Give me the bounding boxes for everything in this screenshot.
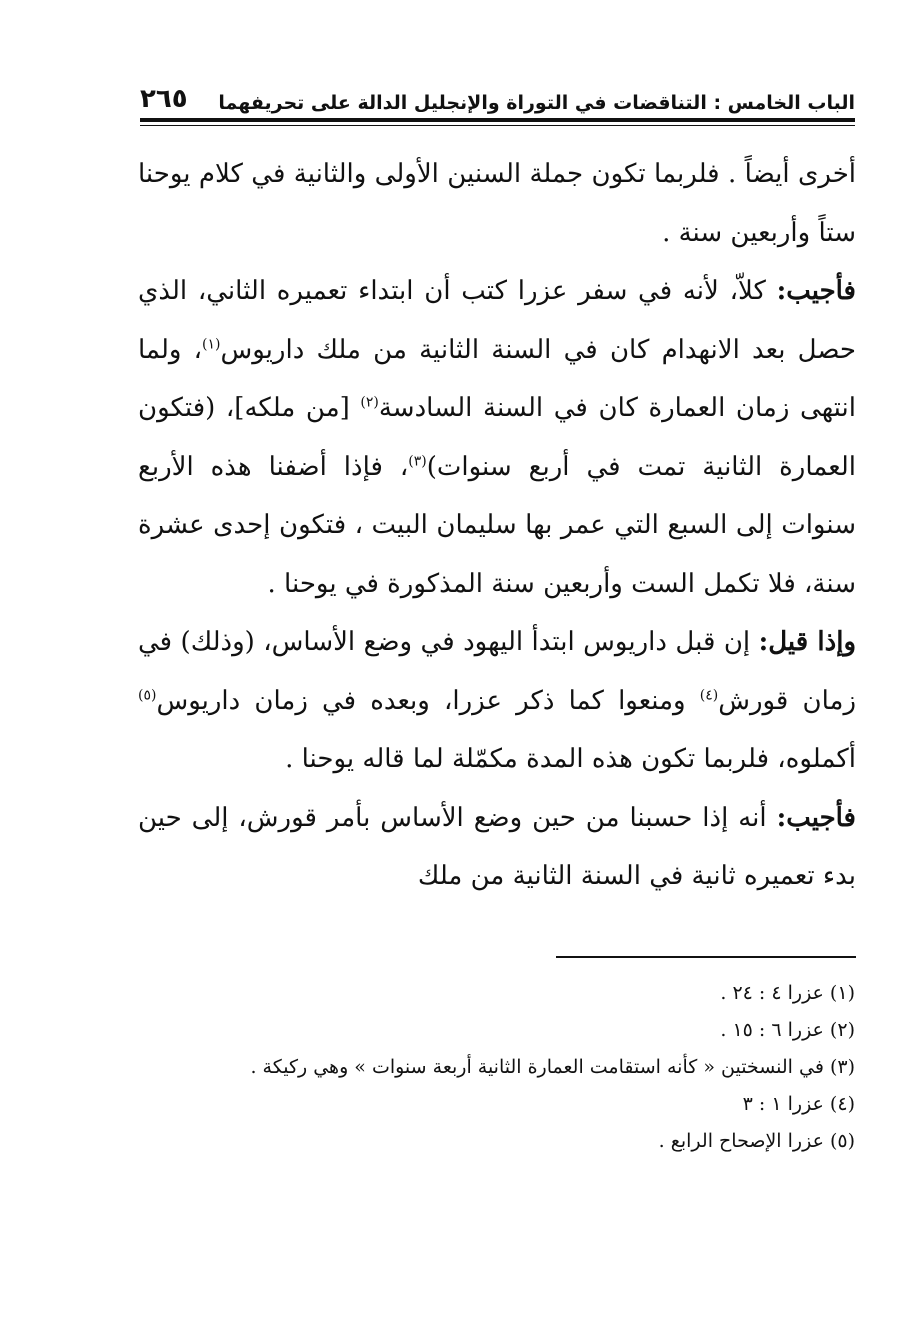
paragraph-1-text: أخرى أيضاً . فلربما تكون جملة السنين الأولى والثانية في كلام يوحنا ستاً وأربعين سنة . [138,159,856,248]
paragraph-3-text-b: ومنعوا كما ذكر عزرا، وبعده في زمان داريوس [156,685,700,716]
paragraph-4-lead: فأجيب: [776,802,856,833]
footnote-ref-4: (٤) [699,686,719,703]
paragraph-4 [138,789,856,906]
footnote-separator [556,956,856,958]
footnote-ref-5: (٥) [138,686,157,703]
footnote-3: (٣) في النسختين « كأنه استقامت العمارة الثانية أربعة سنوات » وهي ركيكة . [250,1056,855,1078]
footnote-4: (٤) عزرا ١ : ٣ [742,1093,855,1115]
footnote-ref-3: (٣) [408,452,427,469]
footnote-ref-1: (١) [202,335,221,352]
footnote-5: (٥) عزرا الإصحاح الرابع . [658,1130,855,1152]
header-rule-thin [140,125,855,126]
paragraph-2-lead: فأجيب: [776,276,856,306]
paragraph-4-text: أنه إذا حسبنا من حين وضع الأساس بأمر قورش، إلى حين بدء تعميره ثانية في السنة الثانية من ملك [138,802,856,891]
paragraph-2-text-d: ، فإذا أضفنا هذه الأربع سنوات إلى السبع التي عمر بها سليمان البيت ، فتكون إحدى عشرة سنة، فلا تكمل الست وأربعين سنة المذكورة في يوحنا . [138,451,856,599]
paragraph-3-lead: وإذا قيل: [758,627,856,657]
paragraph-3 [138,613,856,789]
main-text [138,145,856,906]
paragraph-2-text-b: ، ولما انتهى زمان العمارة كان في السنة السادسة [138,334,856,423]
paragraph-3-text-c: أكملوه، فلربما تكون هذه المدة مكمّلة لما قاله يوحنا . [285,744,856,774]
paragraph-2-text-a: كلاّ، لأنه في سفر عزرا كتب أن ابتداء تعميره الثاني، الذي حصل بعد الانهدام كان في السنة الثانية من ملك داريوس [138,276,856,365]
footnote-ref-2: (٢) [360,394,379,411]
paragraph-3-text-a: إن قبل داريوس ابتدأ اليهود في وضع الأساس، (وذلك) في زمان قورش [138,627,856,716]
footnote-2: (٢) عزرا ٦ : ١٥ . [720,1019,855,1041]
header-rule-thick [140,118,855,122]
page-header [140,78,855,114]
footnotes [140,975,855,1160]
footnote-1: (١) عزرا ٤ : ٢٤ . [720,982,855,1004]
paragraph-2-text-c: [من ملكه]، (فتكون العمارة الثانية تمت في أربع سنوات) [138,393,856,482]
paragraph-2 [138,262,856,613]
paragraph-1 [138,145,856,262]
page-number: ٢٦٥ [140,84,188,114]
running-title: الباب الخامس : التناقضات في التوراة والإنجليل الدالة على تحريفهما [218,92,855,114]
